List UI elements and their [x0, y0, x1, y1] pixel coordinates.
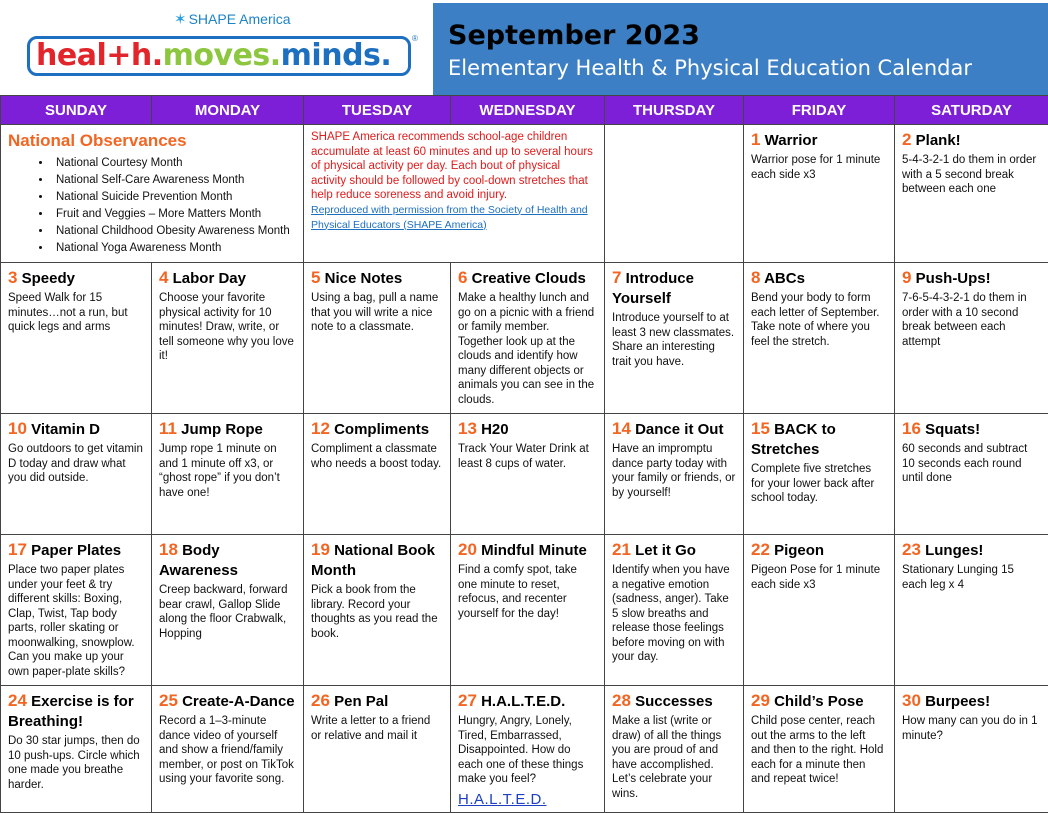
day-number: 18	[159, 540, 178, 559]
recommendation-text: SHAPE America recommends school-age children accumulate at least 60 minutes and up to several hours of physical activity per day. Each bout of physical activity should be followed by cool-down stretches that help reduce soreness and avoid injury.	[311, 130, 597, 203]
day-cell-27	[451, 686, 605, 813]
day-description: Compliment a classmate who needs a boost today.	[311, 442, 443, 471]
day-heading	[458, 419, 597, 440]
day-number: 2	[902, 130, 911, 149]
day-description: Jump rope 1 minute on and 1 minute off x3, or “ghost rope” if you don’t have one!	[159, 442, 296, 500]
day-heading	[159, 540, 296, 581]
day-heading	[902, 540, 1041, 561]
day-title: Lunges!	[925, 542, 983, 559]
day-title: BACK to Stretches	[751, 421, 836, 458]
day-heading	[612, 691, 736, 712]
day-title: Warrior	[765, 132, 818, 149]
day-heading	[8, 691, 144, 732]
day-number: 6	[458, 268, 467, 287]
empty-day-cell	[605, 125, 744, 263]
week-row-4	[1, 535, 1048, 686]
week-row-2	[1, 263, 1048, 414]
weekday-friday: FRIDAY	[744, 96, 895, 125]
day-cell-8	[744, 263, 895, 414]
weekday-tuesday: TUESDAY	[304, 96, 451, 125]
day-heading	[311, 540, 443, 581]
day-cell-1	[744, 125, 895, 263]
day-heading	[159, 419, 296, 440]
day-heading	[902, 268, 1041, 289]
day-title: ABCs	[764, 270, 805, 287]
day-description: Write a letter to a friend or relative and mail it	[311, 714, 443, 743]
day-cell-19	[304, 535, 451, 686]
day-number: 29	[751, 691, 770, 710]
day-description: 7-6-5-4-3-2-1 do them in order with a 10 second break between each attempt	[902, 291, 1041, 349]
observance-item: • National Self-Care Awareness Month	[52, 172, 296, 189]
day-description: Speed Walk for 15 minutes…not a run, but quick legs and arms	[8, 291, 144, 335]
day-heading	[751, 130, 887, 151]
day-number: 26	[311, 691, 330, 710]
day-heading	[311, 268, 443, 289]
permission-link[interactable]: Reproduced with permission from the Society of Health and Physical Educators (SHAPE America)	[311, 204, 588, 231]
day-number: 16	[902, 419, 921, 438]
day-title: Body Awareness	[159, 542, 238, 579]
day-description: Using a bag, pull a name that you will write a nice note to a classmate.	[311, 291, 443, 335]
day-heading	[751, 419, 887, 460]
observances-cell	[1, 125, 304, 263]
page-title: September 2023	[448, 20, 700, 51]
logo-area	[0, 0, 432, 95]
day-number: 20	[458, 540, 477, 559]
day-description: Find a comfy spot, take one minute to reset, refocus, and recenter yourself for the day!	[458, 563, 597, 621]
day-cell-11	[152, 414, 304, 535]
day-number: 25	[159, 691, 178, 710]
day-number: 12	[311, 419, 330, 438]
page-subtitle: Elementary Health & Physical Education Calendar	[448, 56, 972, 80]
recommendation-cell	[304, 125, 605, 263]
day-number: 9	[902, 268, 911, 287]
day-heading	[458, 268, 597, 289]
weekday-saturday: SATURDAY	[895, 96, 1048, 125]
day-heading	[458, 691, 597, 712]
logo-plus: +	[106, 38, 131, 73]
logo-word-health-end: h.	[131, 38, 163, 73]
day-description: Identify when you have a negative emotion (sadness, anger). Take 5 slow breaths and release those feelings before moving on with your day.	[612, 563, 736, 665]
day-number: 15	[751, 419, 770, 438]
observance-item: • Fruit and Veggies – More Matters Month	[52, 206, 296, 223]
day-heading	[311, 419, 443, 440]
day-number: 5	[311, 268, 320, 287]
day-heading	[8, 268, 144, 289]
day-cell-9	[895, 263, 1048, 414]
day-number: 24	[8, 691, 27, 710]
day-cell-30	[895, 686, 1048, 813]
day-number: 28	[612, 691, 631, 710]
day-cell-17	[1, 535, 152, 686]
day-heading	[311, 691, 443, 712]
day-description: 5-4-3-2-1 do them in order with a 5 second break between each one	[902, 153, 1041, 197]
day-heading	[159, 268, 296, 289]
day-cell-28	[605, 686, 744, 813]
day-cell-21	[605, 535, 744, 686]
day-number: 10	[8, 419, 27, 438]
day-cell-24	[1, 686, 152, 813]
day-title: Pen Pal	[334, 693, 388, 710]
day-cell-12	[304, 414, 451, 535]
day-title: H20	[481, 421, 509, 438]
day-description: Hungry, Angry, Lonely, Tired, Embarrassed, Disappointed. How do each one of these things make you feel?	[458, 714, 597, 787]
halted-link[interactable]: H.A.L.T.E.D.	[458, 793, 597, 808]
logo-word-minds: minds.	[281, 38, 392, 73]
day-title: Vitamin D	[31, 421, 100, 438]
day-title: Plank!	[916, 132, 961, 149]
day-description: Bend your body to form each letter of September. Take note of where you feel the stretch.	[751, 291, 887, 349]
weekday-wednesday: WEDNESDAY	[451, 96, 605, 125]
day-heading	[159, 691, 296, 712]
day-description: Go outdoors to get vitamin D today and draw what you did outside.	[8, 442, 144, 486]
day-description: Record a 1–3-minute dance video of yourself and show a friend/family member, or post on TikTok using your favorite song.	[159, 714, 296, 787]
day-number: 27	[458, 691, 477, 710]
day-title: H.A.L.T.E.D.	[481, 693, 565, 710]
day-heading	[751, 540, 887, 561]
day-title: Nice Notes	[325, 270, 403, 287]
day-cell-23	[895, 535, 1048, 686]
week-row-5	[1, 686, 1048, 813]
day-description: Stationary Lunging 15 each leg x 4	[902, 563, 1041, 592]
day-title: Dance it Out	[635, 421, 723, 438]
week-row-1	[1, 125, 1048, 263]
day-number: 11	[159, 419, 177, 438]
day-description: Make a list (write or draw) of all the things you are proud of and have accomplished. Let’s celebrate your wins.	[612, 714, 736, 801]
day-cell-3	[1, 263, 152, 414]
day-heading	[902, 419, 1041, 440]
day-cell-15	[744, 414, 895, 535]
calendar-header	[0, 0, 1048, 95]
day-cell-25	[152, 686, 304, 813]
day-number: 30	[902, 691, 921, 710]
day-title: Compliments	[334, 421, 429, 438]
day-cell-6	[451, 263, 605, 414]
day-title: Burpees!	[925, 693, 990, 710]
day-title: Labor Day	[173, 270, 246, 287]
observances-title: National Observances	[8, 130, 296, 152]
day-title: Child’s Pose	[774, 693, 863, 710]
day-title: Successes	[635, 693, 713, 710]
shape-america-logo: ✶ SHAPE America	[174, 10, 291, 28]
day-cell-14	[605, 414, 744, 535]
day-title: National Book Month	[311, 542, 435, 579]
day-description: Pigeon Pose for 1 minute each side x3	[751, 563, 887, 592]
day-title: Create-A-Dance	[182, 693, 295, 710]
day-cell-4	[152, 263, 304, 414]
day-number: 1	[751, 130, 760, 149]
day-cell-26	[304, 686, 451, 813]
observance-item: • National Childhood Obesity Awareness Month	[52, 223, 296, 240]
day-title: Exercise is for Breathing!	[8, 693, 134, 730]
weekday-monday: MONDAY	[152, 96, 304, 125]
day-description: Warrior pose for 1 minute each side x3	[751, 153, 887, 182]
day-cell-29	[744, 686, 895, 813]
day-title: Creative Clouds	[472, 270, 586, 287]
day-description: Place two paper plates under your feet & try different skills: Boxing, Clap, Twist, Tap body parts, roller skating or moonwalking, snowplow. Can you make up your own paper-plate skills?	[8, 563, 144, 679]
week-row-3	[1, 414, 1048, 535]
observance-item: • National Suicide Prevention Month	[52, 189, 296, 206]
day-heading	[612, 419, 736, 440]
day-title: Push-Ups!	[916, 270, 991, 287]
observance-item: • National Courtesy Month	[52, 155, 296, 172]
day-number: 13	[458, 419, 477, 438]
day-cell-16	[895, 414, 1048, 535]
day-description: How many can you do in 1 minute?	[902, 714, 1041, 743]
day-number: 17	[8, 540, 27, 559]
day-number: 8	[751, 268, 760, 287]
logo-word-health: heal	[36, 38, 106, 73]
logo-word-moves: moves.	[163, 38, 281, 73]
day-cell-7	[605, 263, 744, 414]
observance-item: • National Yoga Awareness Month	[52, 240, 296, 257]
weekday-sunday: SUNDAY	[1, 96, 152, 125]
day-description: Track Your Water Drink at least 8 cups of water.	[458, 442, 597, 471]
day-cell-2	[895, 125, 1048, 263]
day-cell-20	[451, 535, 605, 686]
day-number: 3	[8, 268, 17, 287]
day-description: Creep backward, forward bear crawl, Gallop Slide along the floor Crabwalk, Hopping	[159, 583, 296, 641]
day-description: Complete five stretches for your lower back after school today.	[751, 462, 887, 506]
day-heading	[612, 268, 736, 309]
title-banner	[433, 3, 1048, 95]
weekday-header-row	[1, 96, 1048, 125]
day-heading	[751, 691, 887, 712]
day-cell-13	[451, 414, 605, 535]
day-number: 23	[902, 540, 921, 559]
day-number: 21	[612, 540, 631, 559]
day-number: 4	[159, 268, 168, 287]
day-number: 14	[612, 419, 631, 438]
day-heading	[8, 419, 144, 440]
day-number: 22	[751, 540, 770, 559]
day-title: Introduce Yourself	[612, 270, 694, 307]
day-heading	[458, 540, 597, 561]
day-description: Do 30 star jumps, then do 10 push-ups. Circle which one made you breathe harder.	[8, 734, 144, 792]
day-cell-18	[152, 535, 304, 686]
day-cell-5	[304, 263, 451, 414]
day-description: Have an impromptu dance party today with your family or friends, or by yourself!	[612, 442, 736, 500]
day-number: 19	[311, 540, 330, 559]
day-description: Pick a book from the library. Record your thoughts as you read the book.	[311, 583, 443, 641]
day-title: Let it Go	[635, 542, 696, 559]
day-description: Choose your favorite physical activity for 10 minutes! Draw, write, or tell someone why you love it!	[159, 291, 296, 364]
day-heading	[612, 540, 736, 561]
day-title: Jump Rope	[181, 421, 263, 438]
day-title: Paper Plates	[31, 542, 121, 559]
calendar-grid	[0, 95, 1048, 813]
day-description: 60 seconds and subtract 10 seconds each round until done	[902, 442, 1041, 486]
day-heading	[8, 540, 144, 561]
registered-mark: ®	[412, 34, 418, 43]
day-description: Child pose center, reach out the arms to the left and then to the right. Hold each for a minute then and repeat twice!	[751, 714, 887, 787]
day-title: Speedy	[22, 270, 75, 287]
day-heading	[902, 130, 1041, 151]
day-description: Introduce yourself to at least 3 new classmates. Share an interesting trait you have.	[612, 311, 736, 369]
health-moves-minds-logo	[27, 36, 411, 76]
day-title: Pigeon	[774, 542, 824, 559]
day-cell-10	[1, 414, 152, 535]
day-title: Squats!	[925, 421, 980, 438]
day-description: Make a healthy lunch and go on a picnic with a friend or family member. Together look up at the clouds and identify how many different objects or animals you can see in the clouds.	[458, 291, 597, 407]
day-number: 7	[612, 268, 621, 287]
day-title: Mindful Minute	[481, 542, 587, 559]
day-heading	[751, 268, 887, 289]
day-heading	[902, 691, 1041, 712]
star-person-icon: ✶	[174, 11, 187, 28]
day-cell-22	[744, 535, 895, 686]
observances-list	[8, 155, 296, 257]
weekday-thursday: THURSDAY	[605, 96, 744, 125]
